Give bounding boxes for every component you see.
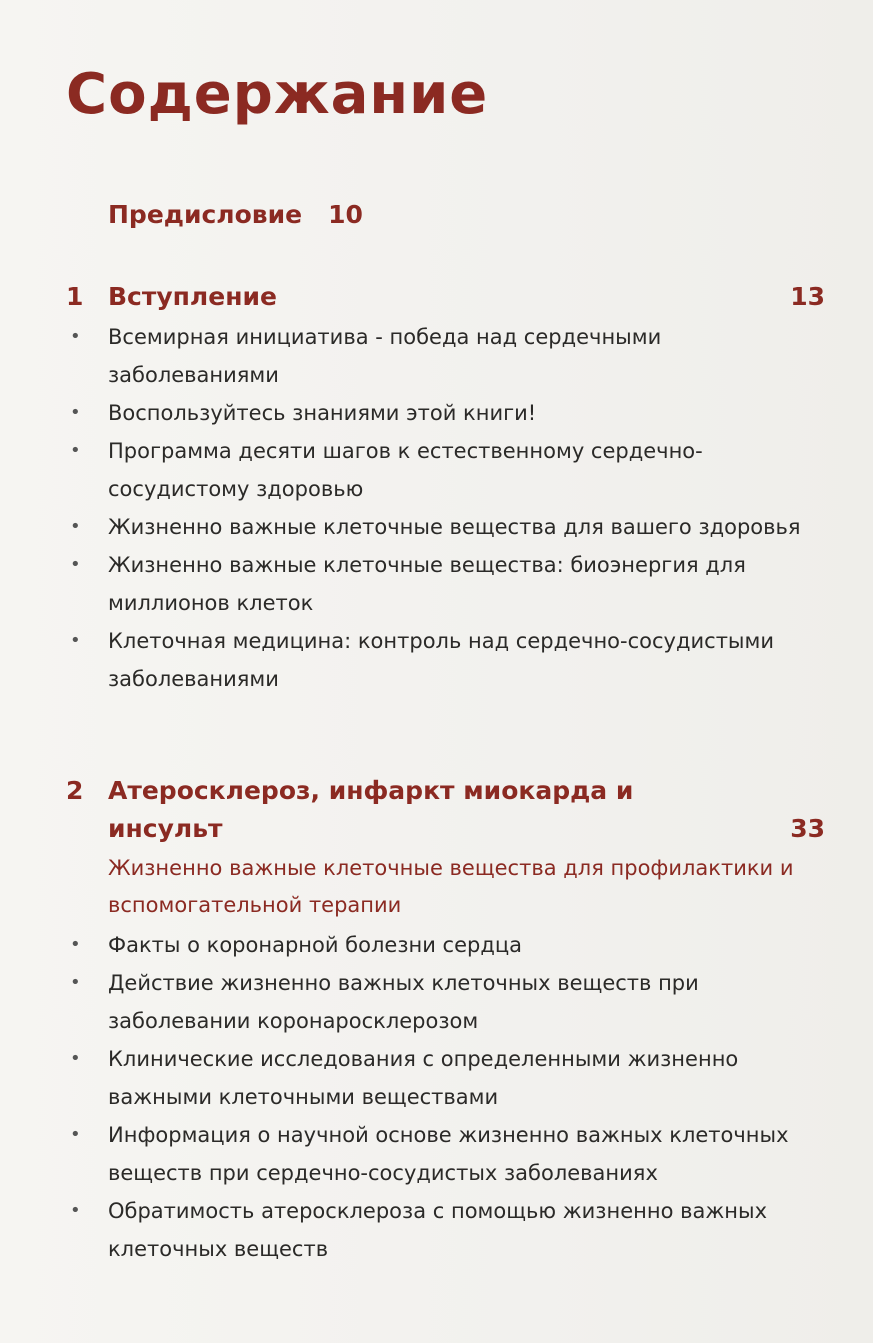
list-item: • Клинические исследования с определенными жизненно важными клеточными веществами — [66, 1040, 833, 1116]
bullet-icon: • — [70, 934, 81, 955]
toc-chapter-1 — [66, 278, 825, 316]
list-item: • Жизненно важные клеточные вещества для вашего здоровья — [66, 508, 833, 546]
bullet-icon: • — [70, 402, 81, 423]
list-item: • Обратимость атеросклероза с помощью жизненно важных клеточных веществ — [66, 1192, 833, 1268]
chapter-number: 2 — [66, 776, 84, 805]
page-title: Содержание — [66, 62, 489, 127]
bullet-icon: • — [70, 972, 81, 993]
toc-foreword — [108, 200, 363, 229]
chapter-page: 13 — [790, 282, 825, 311]
list-item: • Жизненно важные клеточные вещества: биоэнергия для миллионов клеток — [66, 546, 833, 622]
foreword-page: 10 — [328, 200, 363, 229]
list-item: • Информация о научной основе жизненно важных клеточных веществ при сердечно-сосудистых заболеваниях — [66, 1116, 833, 1192]
list-item: • Воспользуйтесь знаниями этой книги! — [66, 394, 833, 432]
bullet-icon: • — [70, 1124, 81, 1145]
list-item: • Программа десяти шагов к естественному сердечно-сосудистому здоровью — [66, 432, 833, 508]
chapter-1-items — [66, 318, 833, 698]
chapter-number: 1 — [66, 282, 84, 311]
list-item: • Факты о коронарной болезни сердца — [66, 926, 833, 964]
bullet-icon: • — [70, 1200, 81, 1221]
toc-chapter-2 — [66, 772, 825, 848]
chapter-title: Атеросклероз, инфаркт миокарда и инсульт — [108, 776, 634, 843]
chapter-subtitle: Жизненно важные клеточные вещества для профилактики и вспомогательной терапии — [108, 856, 794, 917]
bullet-icon: • — [70, 440, 81, 461]
bullet-icon: • — [70, 1048, 81, 1069]
chapter-2-items — [66, 926, 833, 1268]
foreword-label: Предисловие — [108, 200, 303, 229]
bullet-icon: • — [70, 516, 81, 537]
bullet-icon: • — [70, 554, 81, 575]
list-item: • Всемирная инициатива - победа над сердечными заболеваниями — [66, 318, 833, 394]
bullet-icon: • — [70, 326, 81, 347]
list-item: • Действие жизненно важных клеточных веществ при заболевании коронаросклерозом — [66, 964, 833, 1040]
chapter-title: Вступление — [108, 282, 277, 311]
list-item: • Клеточная медицина: контроль над сердечно-сосудистыми заболеваниями — [66, 622, 833, 698]
bullet-icon: • — [70, 630, 81, 651]
chapter-page: 33 — [790, 814, 825, 843]
